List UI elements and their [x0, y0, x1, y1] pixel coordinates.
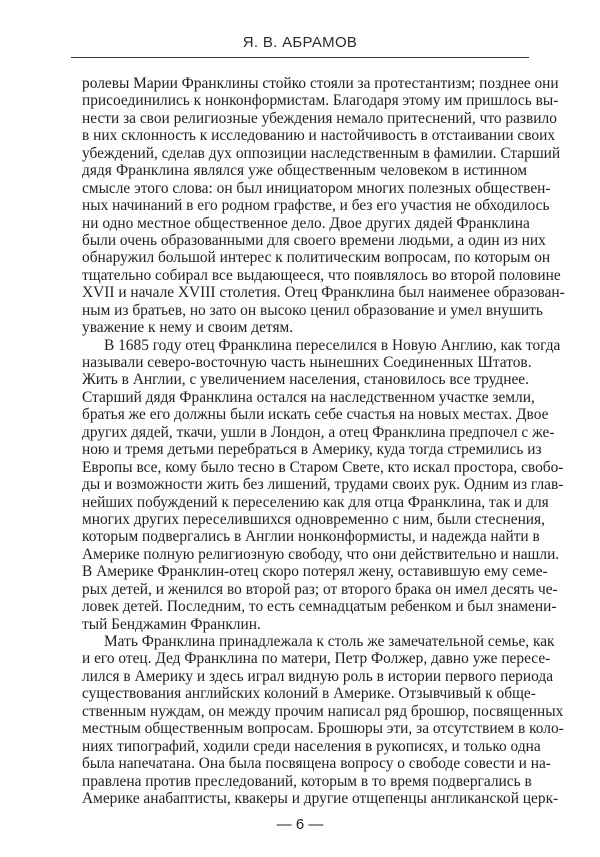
text-line: существования английских колоний в Америке. Отзывчивый к обще- — [82, 685, 536, 703]
text-line: смысле этого слова: он был инициатором многих полезных обществен- — [82, 179, 551, 197]
text-line: других дядей, ткачи, ушли в Лондон, а отец Франклина предпочел с же- — [82, 423, 555, 441]
text-line: дядя Франклина являлся уже общественным человеком в истинном — [82, 162, 527, 180]
text-line: ды и возможности жить без лишений, трудами своих рук. Одним из глав- — [82, 476, 564, 494]
text-line: уважение к нему и своим детям. — [82, 319, 294, 337]
text-line: называли северо-восточную часть нынешних Соединенных Штатов. — [82, 354, 532, 371]
header-rule — [71, 57, 529, 58]
text-line: нейших побуждений к переселению как для отца Франклина, так и для — [82, 493, 549, 511]
paragraph — [82, 633, 564, 807]
text-line: многих других переселившихся одновременно с ним, были стеснения, — [82, 510, 545, 528]
text-line: местным общественным вопросам. Брошюры эти, за отсутствием в коло- — [82, 720, 564, 738]
text-line: правлена против преследований, которым в то время подвергались в — [82, 772, 532, 790]
text-line: нести за свои религиозные убеждения немало притеснений, что развило — [82, 109, 557, 127]
text-line: ни одно местное общественное дело. Двое других дядей Франклина — [82, 214, 530, 232]
text-line: братья же его должны были искать себе счастья на новых местах. Двое — [82, 406, 549, 424]
text-line: в них склонность к исследованию и настойчивость в отстаивании своих — [82, 127, 556, 145]
running-head-author: Я. В. АБРАМОВ — [242, 34, 358, 51]
text-line: Америке анабаптисты, квакеры и другие отщепенцы англиканской церк- — [82, 789, 559, 807]
paragraph — [82, 336, 564, 633]
text-line: тщательно собирал все выдающееся, что появлялось во второй половине — [82, 266, 561, 284]
text-line: ных начинаний в его родном графстве, и без его участия не обходилось — [82, 197, 550, 215]
text-line: были очень образованными для своего времени людьми, а один из них — [82, 231, 546, 249]
text-line: лился в Америку и здесь играл видную роль в истории первого периода — [82, 667, 554, 685]
text-line: Старший дядя Франклина остался на наследственном участке земли, — [82, 388, 535, 406]
text-line: ственным нуждам, он между прочим написал ряд брошюр, посвященных — [82, 702, 564, 720]
text-line: Америке полную религиозную свободу, что они действительно и нашли. — [82, 545, 560, 563]
text-line: и его отец. Дед Франклина по матери, Петр Фолжер, давно уже пересе- — [82, 650, 551, 668]
body-text — [82, 75, 565, 807]
text-line: ниях типографий, ходили среди населения в рукописях, и только одна — [82, 737, 541, 755]
text-line: Жить в Англии, с увеличением населения, становилось все труднее. — [82, 371, 529, 389]
text-line: обнаружил большой интерес к политическим вопросам, по которым он — [82, 249, 551, 267]
text-line: была напечатана. Она была посвящена вопросу о свободе совести и на- — [82, 755, 551, 773]
page-number: — 6 — — [276, 816, 324, 833]
text-line: ловек детей. Последним, то есть семнадцатым ребенком и был знамени- — [82, 598, 557, 616]
text-line: присоединились к нонконформистам. Благодаря этому им пришлось вы- — [82, 92, 559, 110]
text-line: В 1685 году отец Франклина переселился в Новую Англию, как тогда — [104, 336, 561, 354]
text-line: которым подвергались в Англии нонконформисты, и надежда найти в — [82, 528, 540, 546]
paragraph — [82, 75, 565, 337]
text-line: тый Бенджамин Франклин. — [82, 615, 261, 633]
text-line: ною и тремя детьми перебраться в Америку, куда тогда стремились из — [82, 441, 542, 459]
text-line: Европы все, кому было тесно в Старом Свете, кто искал простора, свобо- — [82, 458, 564, 476]
text-line: ным из братьев, но зато он высоко ценил образование и умел внушить — [82, 301, 543, 319]
text-line: рых детей, и женился во второй раз; от второго брака он имел десять че- — [82, 580, 558, 598]
text-line: XVII и начале XVIII столетия. Отец Франклина был наименее образован- — [82, 284, 565, 302]
text-line: Мать Франклина принадлежала к столь же замечательной семье, как — [104, 633, 555, 650]
text-line: ролевы Марии Франклины стойко стояли за протестантизм; позднее они — [82, 75, 559, 92]
text-line: убеждений, сделав дух оппозиции наследственным в фамилии. Старший — [82, 144, 561, 162]
text-line: В Америке Франклин-отец скоро потерял жену, оставившую ему семе- — [82, 563, 548, 581]
